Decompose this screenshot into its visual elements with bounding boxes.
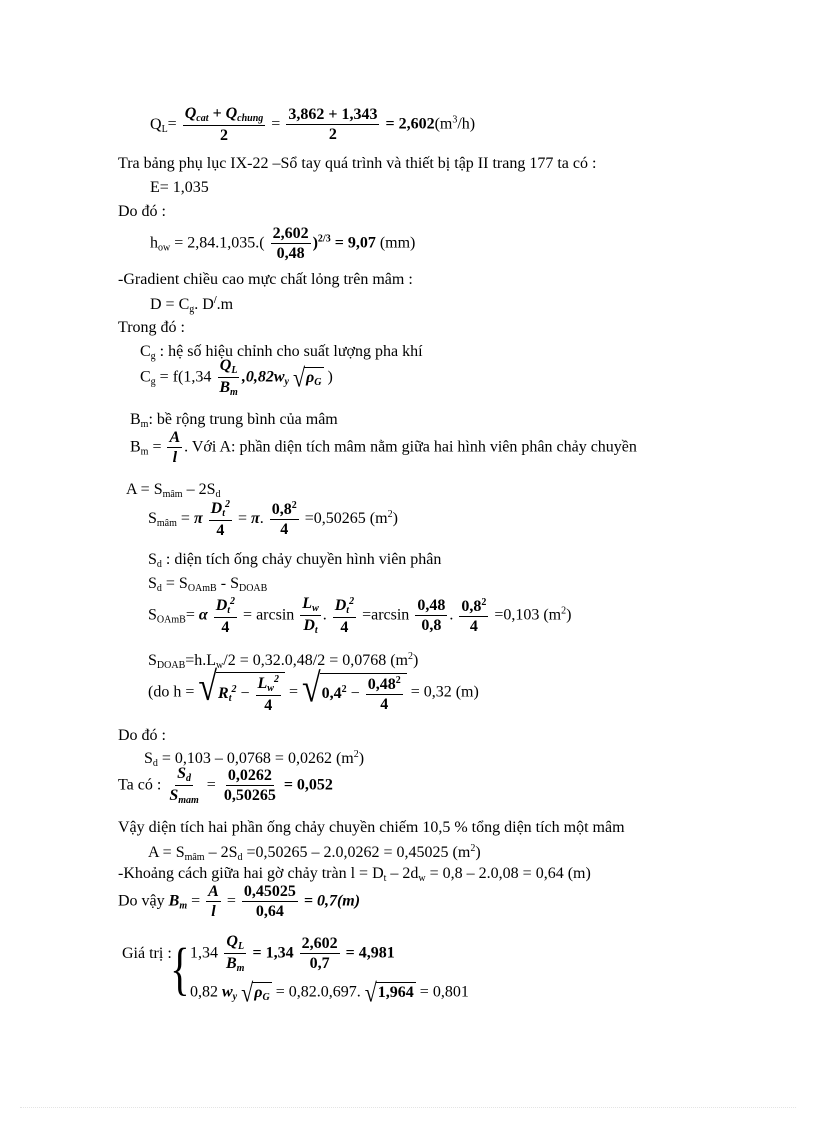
giatri-line-2: 0,82 $w_y$ √ $\rho_G$ = 0,82.0,697. √ 1,964 = 0,801 — [190, 977, 469, 1008]
how-fraction: $\frac{2,602}{0,48}$ — [272, 225, 309, 262]
giatri-label: Giá trị : — [122, 945, 172, 962]
sd-equation: $S_d = S_{OAmB} - S_{DOAB}$ — [148, 575, 268, 594]
sdoab-formula: $S_{DOAB}=h.L_w/2 = 0,32.0,48/2 = 0,0768$ $(m^2)$ — [148, 651, 419, 671]
dovay-formula: Do vậy $B_m$ = $\frac{A}{l}$ = $\frac{0,45025}{0,64}$ = 0,7(m) — [118, 883, 361, 920]
giatri-line-1: 1,34 $\frac{Q_L}{B_m}$ = 1,34 $\frac{2,602}{0,7}$ = 4,981 — [190, 933, 395, 974]
cg-definition: $C_g$ : hệ số hiệu chỉnh cho suất lượng pha khí — [140, 343, 423, 362]
ql-label: $Q_L$ — [150, 115, 168, 135]
ql-result: = 2,602 — [385, 115, 435, 133]
gradient-text: -Gradient chiều cao mực chất lỏng trên mâm : — [118, 271, 413, 288]
tra-bang-text: Tra bảng phụ lục IX-22 –Sổ tay quá trình và thiết bị tập II trang 177 ta có : — [118, 155, 597, 172]
equals-sign: = — [167, 115, 177, 133]
sd-definition: $S_d$ : diện tích ống chảy chuyền hình viên phân — [148, 551, 442, 570]
ql-fraction-values: $\frac{3,862 + 1,343}{2}$ — [288, 106, 378, 143]
a-equation: $A = S_{mâm} - 2S_d$ — [126, 481, 221, 500]
bm-definition: $B_m$: bề rộng trung bình của mâm — [130, 411, 338, 430]
cg-formula: $C_g = f(1,34$ $\frac{Q_L}{B_m}$ $,0,82w_y$ √ $\rho_G$ ) — [140, 357, 333, 398]
h-formula: (do h = √ $R_t^2$ − $\frac{L_w^2}{4}$ = √ $0,4^2$ − $\frac{0,48^2}{4}$ = 0,32 (m) — [148, 665, 479, 714]
d-formula: $D = C_g$. D/.m — [150, 295, 234, 315]
ql-formula: $Q_L=$ $\frac{Q_{cat} + Q_{chung}}{2}$ = $\frac{3,862 + 1,343}{2}$ = $2,602(m^3/h)$ — [150, 105, 476, 144]
smam-formula: $S_{mâm} = \pi$ $\frac{D_t^2}{4}$ = π. $\frac{0,8^2}{4}$ =0,50265 $(m^2)$ — [148, 499, 398, 539]
do-do-2: Do đó : — [118, 727, 166, 744]
sd-value: $S_d = 0,103 - 0,0768 = 0,0262$ $(m^2)$ — [144, 749, 365, 769]
trong-do: Trong đó : — [118, 319, 185, 336]
bm-equation: $B_m$ = $\frac{A}{l}$ . Với A: phần diện tích mâm nằm giữa hai hình viên phân chảy chuyền — [130, 429, 637, 466]
page-footer-divider — [20, 1107, 796, 1108]
taco-formula: Ta có : $\frac{S_d}{S_{mam}}$ = $\frac{0,0262}{0,50265}$ = 0,052 — [118, 765, 333, 806]
soamb-formula: $S_{OAmB}= \alpha$ $\frac{D_t^2}{4}$ = arcsin $\frac{L_w}{D_t}$ . $\frac{D_t^2}{4}$ =arcsin $\frac{0,48}{0,8}$ . $\frac{0,8^2}{4}$ =0,103 $(m^2)$ — [148, 595, 572, 636]
a2-equation: $A = S_{mâm} - 2S_d =0,50265 - 2.0,0262 = 0,45025$ $(m^2)$ — [148, 843, 481, 863]
e-value: E= 1,035 — [150, 179, 209, 196]
ql-fraction: $\frac{Q_{cat} + Q_{chung}}{2}$ — [184, 105, 264, 144]
khoang-cach: -Khoảng cách giữa hai gờ chảy tràn $l = D_t - 2d_w = 0,8 - 2.0,08 = 0,64$ (m) — [118, 865, 591, 884]
brace-icon: { — [170, 936, 190, 1001]
vay-text: Vậy diện tích hai phần ống chảy chuyền chiếm 10,5 % tổng diện tích một mâm — [118, 819, 625, 836]
how-formula: $h_{ow} = 2,84.1,035$.( $\frac{2,602}{0,48}$ )$^{2/3}$ = 9,07 (mm) — [150, 225, 416, 262]
do-do-1: Do đó : — [118, 203, 166, 220]
